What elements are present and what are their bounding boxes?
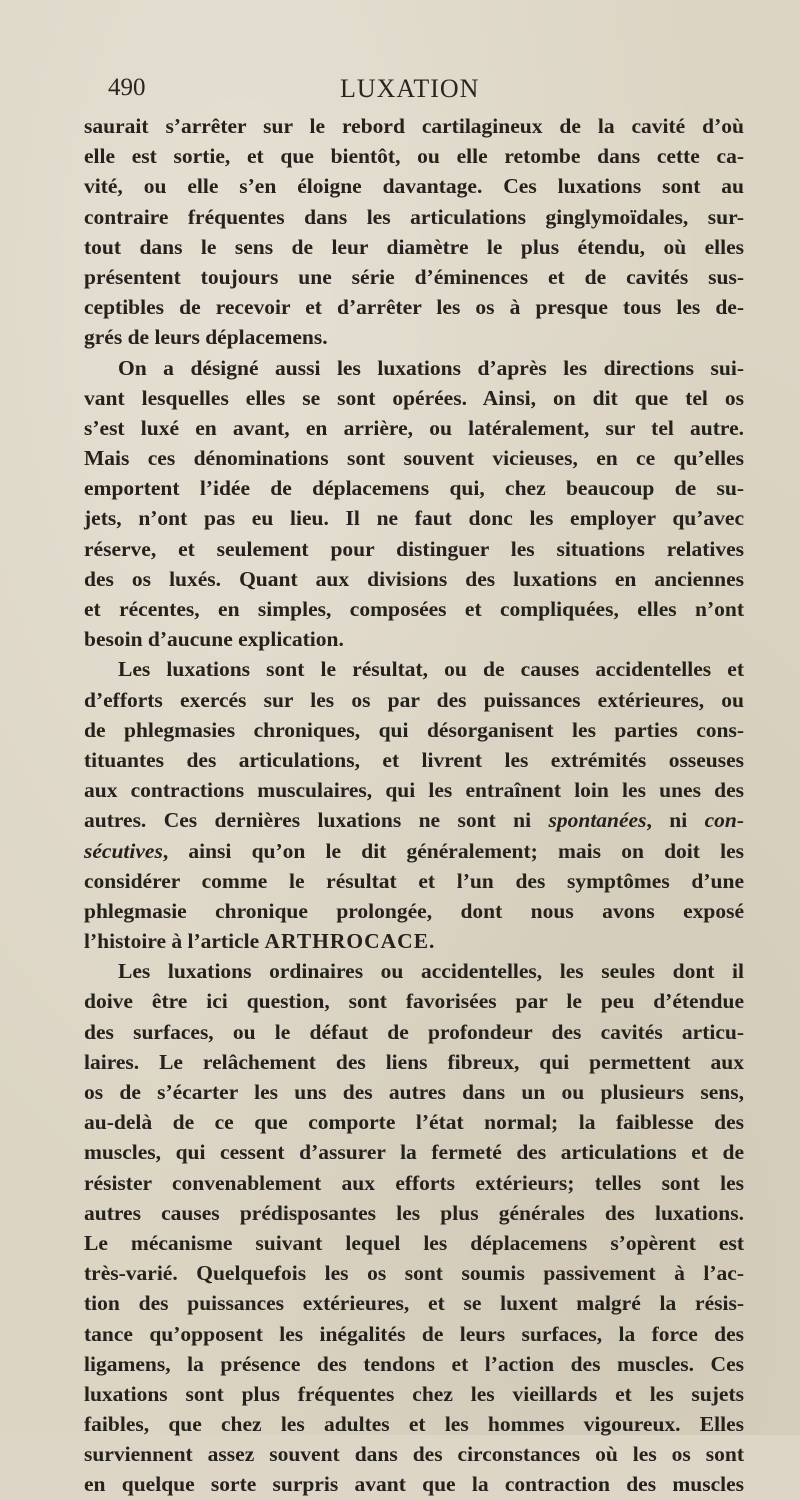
text-line: Mais ces dénominations sont souvent vicieuses, en ce qu’elles bbox=[84, 446, 744, 471]
running-title: LUXATION bbox=[340, 74, 480, 103]
text-line: de phlegmasies chroniques, qui désorganisent les parties cons- bbox=[84, 717, 744, 742]
text-line: faibles, que chez les adultes et les hommes vigoureux. Elles bbox=[84, 1412, 744, 1437]
text-line: doive être ici question, sont favorisées par le peu d’étendue bbox=[84, 989, 744, 1014]
text-line: besoin d’aucune explication. bbox=[84, 627, 344, 652]
text-line: tout dans le sens de leur diamètre le plus étendu, où elles bbox=[84, 234, 744, 259]
text-line: On a désigné aussi les luxations d’après les directions sui- bbox=[118, 355, 744, 380]
text-line: contraire fréquentes dans les articulations ginglymoïdales, sur- bbox=[84, 204, 744, 229]
text-line: vité, ou elle s’en éloigne davantage. Ces luxations sont au bbox=[84, 174, 744, 199]
text-line: surviennent assez souvent dans des circonstances où les os sont bbox=[84, 1442, 744, 1467]
text-line: considérer comme le résultat et l’un des symptômes d’une bbox=[84, 868, 744, 893]
line-text: l’histoire à l’article bbox=[84, 929, 260, 954]
text-line: en quelque sorte surpris avant que la contraction des muscles bbox=[84, 1472, 744, 1497]
text-line bbox=[84, 926, 744, 956]
text-line: très-varié. Quelquefois les os sont soumis passivement à l’ac- bbox=[84, 1261, 744, 1286]
text-line: présentent toujours une série d’éminences et de cavités sus- bbox=[84, 264, 744, 289]
text-line bbox=[84, 805, 744, 835]
body-text bbox=[84, 111, 744, 1500]
text-line: des os luxés. Quant aux divisions des luxations en anciennes bbox=[84, 566, 744, 591]
text-line: Les luxations sont le résultat, ou de causes accidentelles et bbox=[118, 657, 744, 682]
page-number: 490 bbox=[108, 74, 146, 101]
text-line: Le mécanisme suivant lequel les déplacemens s’opèrent est bbox=[84, 1230, 744, 1255]
text-line: tion des puissances extérieures, et se luxent malgré la résis- bbox=[84, 1291, 744, 1316]
text-line: elle est sortie, et que bientôt, ou elle retombe dans cette ca- bbox=[84, 144, 744, 169]
italic-term: sécutives bbox=[84, 838, 163, 863]
running-head bbox=[108, 74, 708, 110]
line-text: , ainsi qu’on le dit généralement; mais on doit les bbox=[162, 838, 744, 863]
text-line: vant lesquelles elles se sont opérées. Ainsi, on dit que tel os bbox=[84, 385, 744, 410]
text-line: des surfaces, ou le défaut de profondeur des cavités articu- bbox=[84, 1019, 744, 1044]
text-line: saurait s’arrêter sur le rebord cartilagineux de la cavité d’où bbox=[84, 114, 744, 138]
text-line: Les luxations ordinaires ou accidentelles, les seules dont il bbox=[118, 959, 744, 984]
text-line: ceptibles de recevoir et d’arrêter les os à presque tous les de- bbox=[84, 295, 744, 320]
line-text: autres. Ces dernières luxations ne sont ni bbox=[84, 808, 532, 833]
text-line: d’efforts exercés sur les os par des puissances extérieures, ou bbox=[84, 687, 744, 712]
text-line: aux contractions musculaires, qui les entraînent loin les unes des bbox=[84, 778, 744, 803]
text-line: jets, n’ont pas eu lieu. Il ne faut donc les employer qu’avec bbox=[84, 506, 744, 531]
text-line: au-delà de ce que comporte l’état normal; la faiblesse des bbox=[84, 1110, 744, 1135]
text-line: résister convenablement aux efforts extérieurs; telles sont les bbox=[84, 1170, 744, 1195]
text-line: laires. Le relâchement des liens fibreux, qui permettent aux bbox=[84, 1049, 744, 1074]
text-line: autres causes prédisposantes les plus générales des luxations. bbox=[84, 1200, 744, 1225]
text-line: muscles, qui cessent d’assurer la fermeté des articulations et de bbox=[84, 1140, 744, 1165]
text-line: réserve, et seulement pour distinguer les situations relatives bbox=[84, 536, 744, 561]
text-line: emportent l’idée de déplacemens qui, chez beaucoup de su- bbox=[84, 476, 744, 501]
text-line: et récentes, en simples, composées et compliquées, elles n’ont bbox=[84, 597, 744, 621]
text-line: grés de leurs déplacemens. bbox=[84, 325, 328, 350]
italic-term: spontanées bbox=[548, 808, 647, 833]
text-line: phlegmasie chronique prolongée, dont nous avons exposé bbox=[84, 898, 744, 923]
line-text: , ni bbox=[646, 808, 688, 833]
text-line: s’est luxé en avant, en arrière, ou latéralement, sur tel autre. bbox=[84, 415, 744, 440]
italic-term: con- bbox=[704, 808, 745, 833]
cross-reference: ARTHROCACE. bbox=[264, 929, 436, 954]
text-line: os de s’écarter les uns des autres dans un ou plusieurs sens, bbox=[84, 1080, 744, 1104]
text-line: tituantes des articulations, et livrent les extrémités osseuses bbox=[84, 747, 744, 772]
text-line: ligamens, la présence des tendons et l’action des muscles. Ces bbox=[84, 1351, 744, 1376]
text-line: tance qu’opposent les inégalités de leurs surfaces, la force des bbox=[84, 1321, 744, 1346]
text-line bbox=[84, 836, 744, 866]
text-line: luxations sont plus fréquentes chez les vieillards et les sujets bbox=[84, 1381, 744, 1406]
